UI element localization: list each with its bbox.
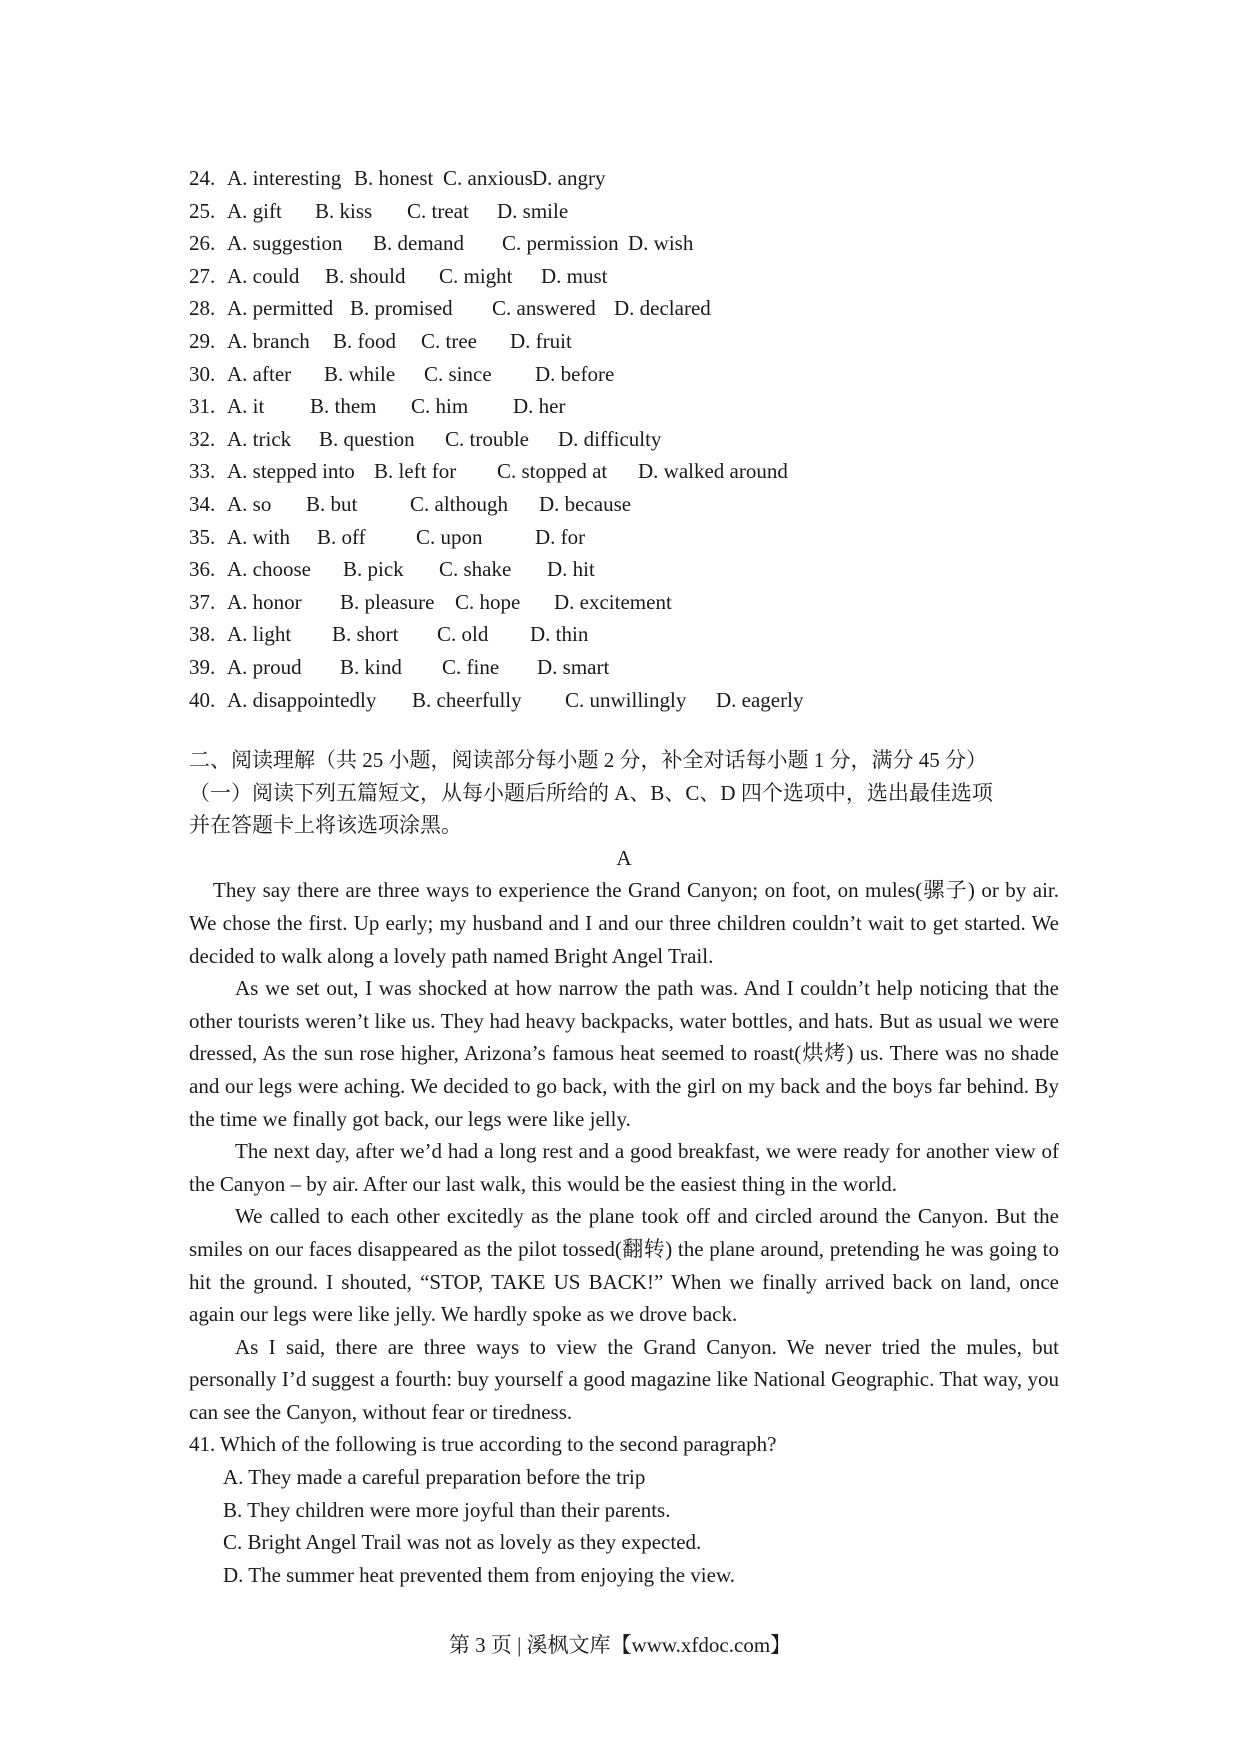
choice-option: B. kiss [315, 198, 373, 223]
choice-option: D. must [541, 263, 608, 288]
choice-option: D. her [513, 394, 566, 419]
choice-option: D. difficulty [558, 426, 662, 451]
choice-row [189, 618, 1089, 651]
choice-option: A. after [227, 361, 292, 386]
choice-option: A. branch [227, 328, 310, 353]
choice-option: C. him [411, 394, 469, 419]
question-number: 32. [189, 426, 216, 451]
choice-option: B. but [306, 491, 358, 516]
choice-option: A. it [227, 394, 265, 419]
choice-option: B. question [319, 426, 415, 451]
question-number: 27. [189, 263, 216, 288]
choice-option: C. upon [416, 524, 483, 549]
choice-option: A. could [227, 263, 300, 288]
choice-row [189, 390, 1089, 423]
paragraph-2: As we set out, I was shocked at how narrow the path was. And I couldn’t help noticing that the other tourists weren’t like us. They had heavy backpacks, water bottles, and hats. But as usual we were dressed, As the sun rose higher, Arizona’s famous heat seemed to roast(烘烤) us. There was no shade and our legs were aching. We decided to go back, with the girl on my back and the boys far behind. By the time we finally got back, our legs were like jelly. [189, 976, 1059, 1131]
choice-option: C. since [424, 361, 492, 386]
choice-option: D. wish [628, 231, 694, 256]
choice-row [189, 455, 1089, 488]
choice-option: C. although [410, 491, 508, 516]
paragraph-1: They say there are three ways to experience the Grand Canyon; on foot, on mules(骡子) or by air. We chose the first. Up early; my husband and I and our three children couldn’t wait to get started. We decided to walk along a lovely path named Bright Angel Trail. [189, 878, 1059, 968]
choice-option: A. suggestion [227, 231, 343, 256]
question-number: 29. [189, 328, 216, 353]
choice-option: C. stopped at [497, 459, 608, 484]
choice-option: C. trouble [445, 426, 529, 451]
choice-row [189, 227, 1089, 260]
choice-option: D. before [535, 361, 615, 386]
choice-option: B. pick [343, 557, 404, 582]
choice-row [189, 260, 1089, 293]
question-number: 36. [189, 557, 216, 582]
choice-option: A. interesting [227, 166, 342, 190]
choice-option: D. eagerly [716, 687, 804, 712]
choice-option: D. smart [537, 654, 610, 679]
choice-option: A. disappointedly [227, 687, 377, 712]
choice-option: A. choose [227, 557, 311, 582]
choice-list [189, 162, 1089, 716]
choice-option: B. while [324, 361, 396, 386]
choice-row [189, 651, 1089, 684]
choice-option: D. declared [614, 296, 711, 321]
choice-option: A. with [227, 524, 290, 549]
choice-option: B. cheerfully [412, 687, 522, 712]
question-41-option-d: D. The summer heat prevented them from enjoying the view. [223, 1562, 736, 1587]
choice-option: B. honest [354, 166, 434, 190]
choice-row [189, 292, 1089, 325]
choice-option: A. so [227, 491, 272, 516]
choice-option: D. smile [497, 198, 569, 223]
instruction-line-2: 并在答题卡上将该选项涂黑。 [189, 813, 462, 838]
page-footer: 第 3 页 | 溪枫文库【www.xfdoc.com】 [448, 1633, 792, 1657]
choice-option: D. excitement [554, 589, 672, 614]
section-2-header [189, 744, 1059, 1591]
question-number: 26. [189, 231, 216, 256]
question-number: 25. [189, 198, 216, 223]
choice-option: D. angry [532, 166, 606, 190]
choice-option: C. old [437, 622, 489, 647]
choice-row [189, 423, 1089, 456]
choice-option: A. proud [227, 654, 302, 679]
question-number: 35. [189, 524, 216, 549]
choice-option: C. tree [421, 328, 477, 353]
instruction-line-1: （一）阅读下列五篇短文，从每小题后所给的 A、B、C、D 四个选项中，选出最佳选项 [189, 780, 993, 805]
choice-row [189, 488, 1089, 521]
choice-option: D. thin [530, 622, 589, 647]
question-number: 31. [189, 394, 216, 419]
choice-option: C. treat [407, 198, 469, 223]
choice-row [189, 358, 1089, 391]
choice-option: C. anxious [443, 166, 533, 190]
choice-row [189, 162, 1089, 195]
question-number: 37. [189, 589, 216, 614]
question-number: 30. [189, 361, 216, 386]
choice-option: B. should [325, 263, 406, 288]
choice-option: B. short [332, 622, 399, 647]
choice-option: A. gift [227, 198, 282, 223]
choice-option: B. pleasure [340, 589, 435, 614]
choice-option: A. permitted [227, 296, 334, 321]
choice-option: B. demand [373, 231, 464, 256]
choice-option: A. light [227, 622, 292, 647]
question-number: 40. [189, 687, 216, 712]
choice-option: B. left for [374, 459, 457, 484]
choice-option: B. food [333, 328, 396, 353]
choice-option: C. might [439, 263, 513, 288]
choice-option: D. walked around [638, 459, 788, 484]
choice-option: C. permission [502, 231, 619, 256]
question-number: 34. [189, 491, 216, 516]
paragraph-4: We called to each other excitedly as the plane took off and circled around the Canyon. But the smiles on our faces disappeared as the pilot tossed(翻转) the plane around, pretending he was going to hit the ground. I shouted, “STOP, TAKE US BACK!” When we finally arrived back on land, once again our legs were like jelly. We hardly spoke as we drove back. [189, 1204, 1059, 1327]
question-number: 28. [189, 296, 216, 321]
section-heading: 二、阅读理解（共 25 小题，阅读部分每小题 2 分，补全对话每小题 1 分，满分 45 分） [189, 748, 987, 772]
choice-option: C. answered [492, 296, 596, 321]
question-41-option-b: B. They children were more joyful than their parents. [223, 1497, 671, 1522]
choice-option: A. honor [227, 589, 302, 614]
choice-option: D. fruit [510, 328, 572, 353]
choice-option: D. because [539, 491, 632, 516]
choice-option: B. them [310, 394, 377, 419]
choice-row [189, 553, 1089, 586]
choice-row [189, 521, 1089, 554]
choice-option: C. unwillingly [565, 687, 687, 712]
question-number: 38. [189, 622, 216, 647]
question-41: 41. Which of the following is true according to the second paragraph? [189, 1432, 777, 1457]
choice-option: D. for [535, 524, 586, 549]
choice-option: C. fine [442, 654, 500, 679]
question-number: 33. [189, 459, 216, 484]
question-41-option-c: C. Bright Angel Trail was not as lovely as they expected. [223, 1530, 702, 1555]
question-number: 24. [189, 166, 216, 190]
choice-row [189, 325, 1089, 358]
paragraph-5: As I said, there are three ways to view the Grand Canyon. We never tried the mules, but personally I’d suggest a fourth: buy yourself a good magazine like National Geographic. That way, you can see the Canyon, without fear or tiredness. [189, 1334, 1059, 1424]
choice-row [189, 586, 1089, 619]
choice-option: B. off [317, 524, 366, 549]
question-41-option-a: A. They made a careful preparation before the trip [223, 1465, 646, 1490]
choice-option: B. promised [350, 296, 453, 321]
question-number: 39. [189, 654, 216, 679]
choice-option: D. hit [547, 557, 595, 582]
choice-option: C. hope [455, 589, 521, 614]
choice-option: A. stepped into [227, 459, 355, 484]
passage-label: A [616, 845, 632, 870]
choice-option: B. kind [340, 654, 402, 679]
choice-row [189, 684, 1089, 717]
paragraph-3: The next day, after we’d had a long rest and a good breakfast, we were ready for another view of the Canyon – by air. After our last walk, this would be the easiest thing in the world. [189, 1139, 1059, 1196]
choice-option: C. shake [439, 557, 512, 582]
choice-row [189, 195, 1089, 228]
choice-option: A. trick [227, 426, 292, 451]
